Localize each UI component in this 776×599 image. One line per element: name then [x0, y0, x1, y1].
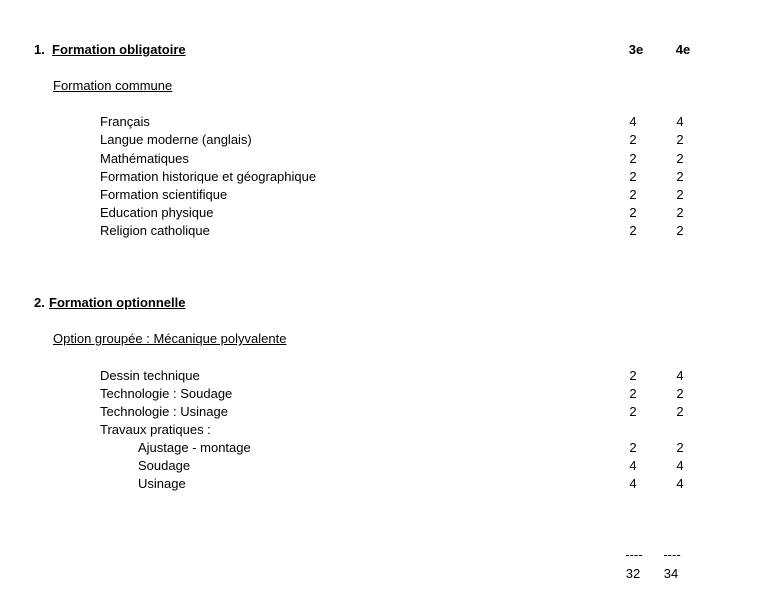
- row-value-3e: 2: [629, 187, 637, 202]
- row-value-4e: 2: [676, 151, 684, 166]
- total-3e: 32: [625, 566, 641, 581]
- row-value-3e: 2: [629, 151, 637, 166]
- row-value-4e: 2: [676, 440, 684, 455]
- section-1-number: 1.: [34, 42, 45, 57]
- row-label: Education physique: [100, 205, 214, 220]
- row-value-3e: 2: [629, 440, 637, 455]
- section-2-subtitle: Option groupée : Mécanique polyvalente: [53, 331, 287, 346]
- row-value-4e: 2: [676, 223, 684, 238]
- total-4e: 34: [663, 566, 679, 581]
- row-value-4e: 2: [676, 386, 684, 401]
- row-value-4e: 4: [676, 476, 684, 491]
- row-value-3e: 2: [629, 386, 637, 401]
- row-value-3e: 4: [629, 114, 637, 129]
- row-label: Technologie : Usinage: [100, 404, 228, 419]
- row-value-3e: 2: [629, 223, 637, 238]
- row-label: Mathématiques: [100, 151, 189, 166]
- row-label: Religion catholique: [100, 223, 210, 238]
- row-value-3e: 2: [629, 132, 637, 147]
- row-value-4e: 4: [676, 114, 684, 129]
- row-value-3e: 2: [629, 169, 637, 184]
- row-value-3e: 2: [629, 368, 637, 383]
- row-value-4e: 2: [676, 187, 684, 202]
- column-header-4e: 4e: [675, 42, 691, 57]
- row-value-4e: 2: [676, 404, 684, 419]
- row-label: Langue moderne (anglais): [100, 132, 252, 147]
- subrow-label: Ajustage - montage: [138, 440, 251, 455]
- row-label: Formation scientifique: [100, 187, 228, 202]
- row-value-3e: 4: [629, 476, 637, 491]
- row-value-4e: 2: [676, 169, 684, 184]
- row-label: Technologie : Soudage: [100, 386, 233, 401]
- section-1-title: Formation obligatoire: [52, 42, 186, 57]
- row-value-4e: 2: [676, 132, 684, 147]
- row-label: Dessin technique: [100, 368, 200, 383]
- subrow-label: Usinage: [138, 476, 186, 491]
- total-separator-4e: ----: [663, 547, 681, 562]
- row-value-3e: 2: [629, 404, 637, 419]
- section-2-number: 2.: [34, 295, 45, 310]
- row-value-3e: 2: [629, 205, 637, 220]
- row-label: Formation historique et géographique: [100, 169, 317, 184]
- total-separator-3e: ----: [625, 547, 643, 562]
- column-header-3e: 3e: [628, 42, 644, 57]
- row-value-3e: 4: [629, 458, 637, 473]
- section-2-title: Formation optionnelle: [49, 295, 186, 310]
- row-value-4e: 4: [676, 368, 684, 383]
- section-1-subtitle: Formation commune: [53, 78, 173, 93]
- subrow-label: Soudage: [138, 458, 191, 473]
- row-value-4e: 2: [676, 205, 684, 220]
- row-label: Travaux pratiques :: [100, 422, 211, 437]
- row-value-4e: 4: [676, 458, 684, 473]
- row-label: Français: [100, 114, 150, 129]
